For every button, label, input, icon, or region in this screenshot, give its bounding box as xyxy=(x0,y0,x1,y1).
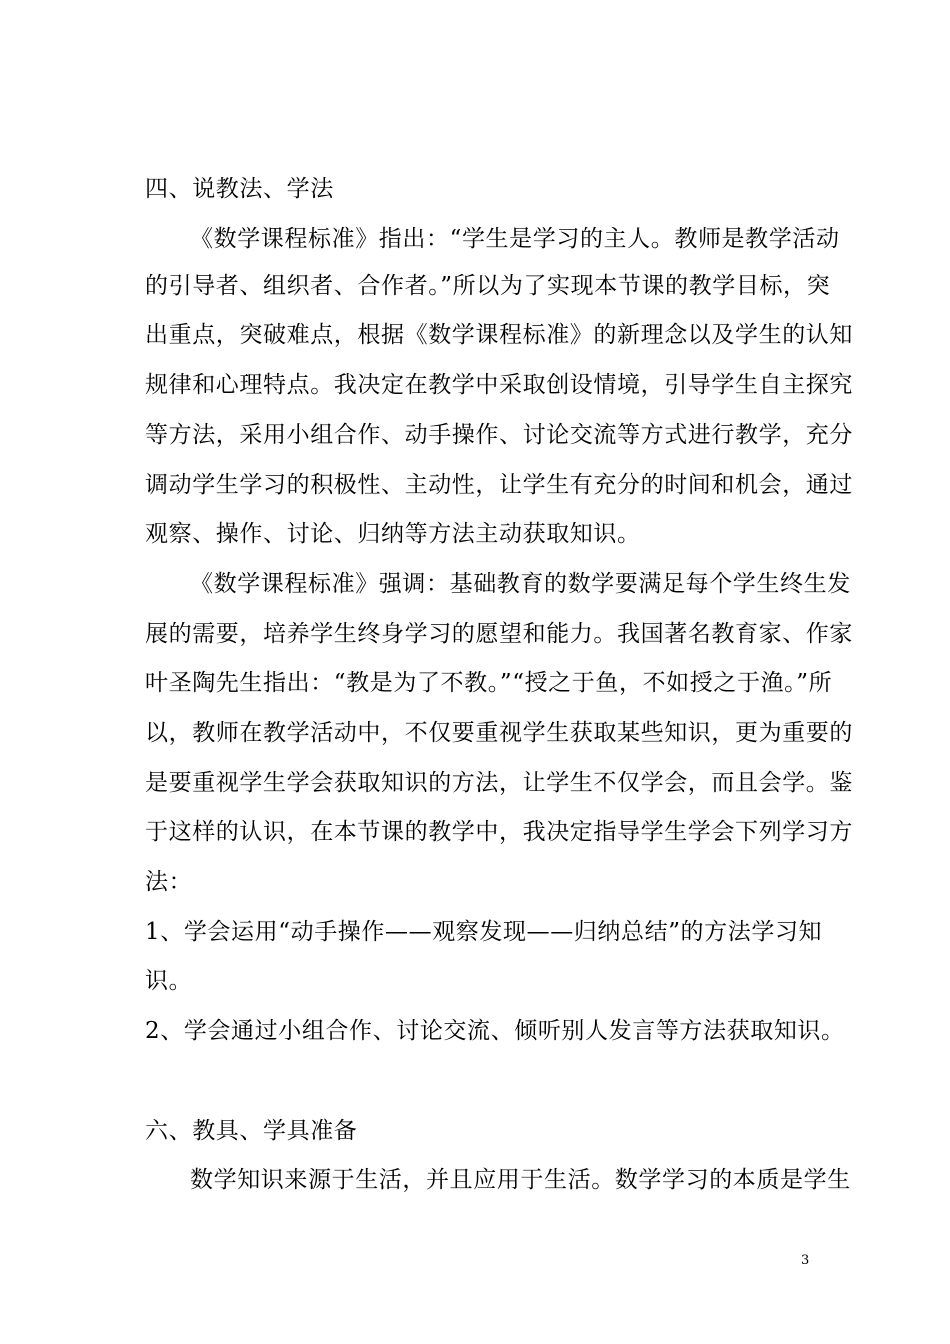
paragraph-line: 《数学课程标准》强调：基础教育的数学要满足每个学生终生发 xyxy=(190,571,851,597)
paragraph-line: 于这样的认识，在本节课的教学中，我决定指导学生学会下列学习方 xyxy=(145,819,853,845)
page-number: 3 xyxy=(801,1253,810,1268)
list-item-line: 识。 xyxy=(145,968,193,994)
paragraph-line: 展的需要，培养学生终身学习的愿望和能力。我国著名教育家、作家 xyxy=(145,621,853,647)
list-item-line: 1、学会运用“动手操作——观察发现——归纳总结”的方法学习知 xyxy=(145,919,823,945)
paragraph-line: 是要重视学生学会获取知识的方法，让学生不仅学会，而且会学。鉴 xyxy=(145,770,853,796)
section-heading-teaching-methods: 四、说教法、学法 xyxy=(145,176,334,202)
paragraph-line: 《数学课程标准》指出：“学生是学习的主人。教师是教学活动 xyxy=(190,226,840,252)
paragraph-line: 调动学生学习的积极性、主动性，让学生有充分的时间和机会，通过 xyxy=(145,472,853,498)
paragraph-line: 的引导者、组织者、合作者。”所以为了实现本节课的教学目标，突 xyxy=(145,273,831,299)
paragraph-line: 观察、操作、讨论、归纳等方法主动获取知识。 xyxy=(145,521,641,547)
paragraph-line: 以，教师在教学活动中，不仅要重视学生获取某些知识，更为重要的 xyxy=(145,720,853,746)
paragraph-line: 法： xyxy=(145,869,193,895)
paragraph-line: 规律和心理特点。我决定在教学中采取创设情境，引导学生自主探究 xyxy=(145,372,853,398)
paragraph-line: 等方法，采用小组合作、动手操作、讨论交流等方式进行教学，充分 xyxy=(145,422,853,448)
section-heading-teaching-aids: 六、教具、学具准备 xyxy=(145,1118,358,1144)
paragraph-line: 出重点，突破难点，根据《数学课程标准》的新理念以及学生的认知 xyxy=(145,322,853,348)
list-item-line: 2、学会通过小组合作、讨论交流、倾听别人发言等方法获取知识。 xyxy=(145,1018,845,1044)
paragraph-line: 叶圣陶先生指出：“教是为了不教。”“授之于鱼，不如授之于渔。”所 xyxy=(145,670,833,696)
paragraph-line: 数学知识来源于生活，并且应用于生活。数学学习的本质是学生 xyxy=(190,1167,851,1193)
